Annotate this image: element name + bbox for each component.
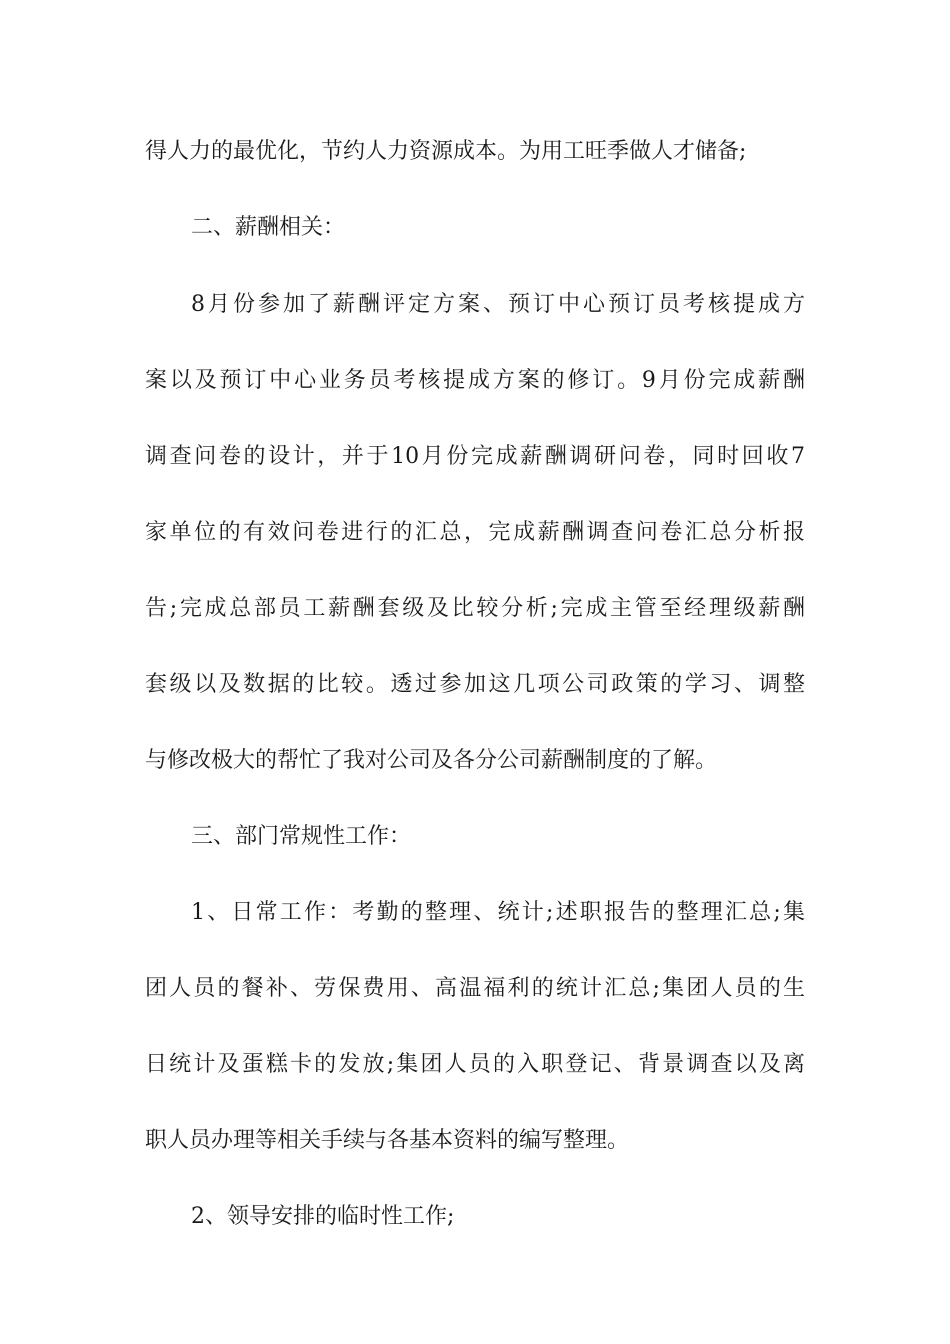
text-line: 调查问卷的设计，并于10月份完成薪酬调研问卷，同时回收7 — [145, 444, 805, 469]
text-line: 告;完成总部员工薪酬套级及比较分析;完成主管至经理级薪酬 — [145, 596, 805, 621]
text-line: 案以及预订中心业务员考核提成方案的修订。9月份完成薪酬 — [145, 368, 805, 393]
text-line: 职人员办理等相关手续与各基本资料的编写整理。 — [145, 1128, 630, 1153]
text-line: 8月份参加了薪酬评定方案、预订中心预订员考核提成方 — [191, 292, 805, 317]
text-line: 家单位的有效问卷进行的汇总，完成薪酬调查问卷汇总分析报 — [145, 520, 805, 545]
section-heading: 三、部门常规性工作： — [191, 824, 412, 849]
text-line: 1、日常工作：考勤的整理、统计;述职报告的整理汇总;集 — [191, 900, 805, 925]
text-line: 日统计及蛋糕卡的发放;集团人员的入职登记、背景调查以及离 — [145, 1052, 805, 1077]
text-line: 与修改极大的帮忙了我对公司及各分公司薪酬制度的了解。 — [145, 748, 718, 773]
section-heading: 二、薪酬相关： — [191, 215, 346, 240]
text-line: 得人力的最优化，节约人力资源成本。为用工旺季做人才储备; — [145, 139, 747, 164]
text-line: 套级以及数据的比较。透过参加这几项公司政策的学习、调整 — [145, 672, 805, 697]
text-line: 2、领导安排的临时性工作; — [191, 1204, 455, 1229]
text-line: 团人员的餐补、劳保费用、高温福利的统计汇总;集团人员的生 — [145, 976, 805, 1001]
